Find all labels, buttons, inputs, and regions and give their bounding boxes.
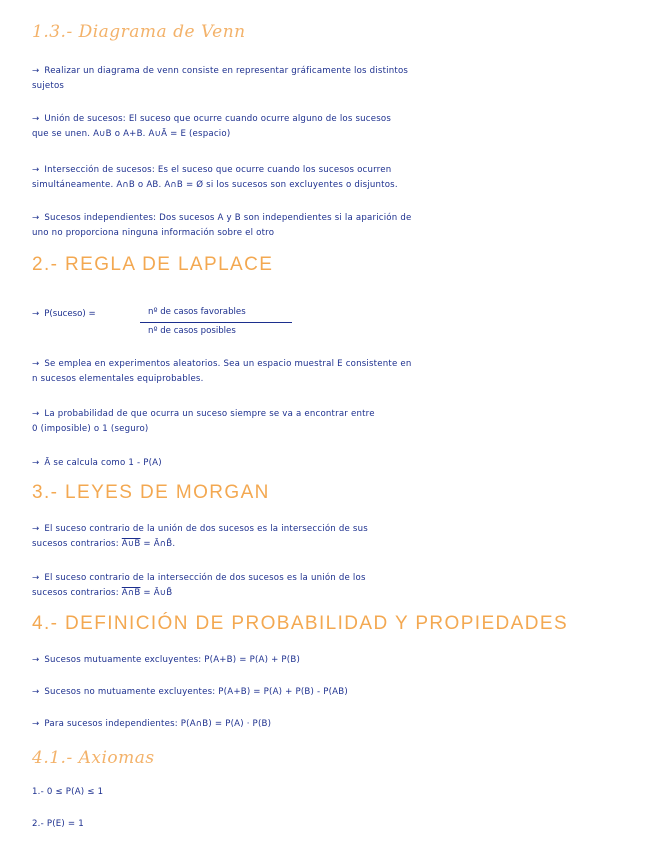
morgan-item-intersection: → El suceso contrario de la intersección de dos sucesos es la unión de los sucesos contrarios: A∩B = Ā∪B̄ — [32, 573, 366, 598]
arrow-bullet-icon: → — [32, 213, 40, 223]
heading-probability-definition: 4.- DEFINICIÓN DE PROBABILIDAD Y PROPIEDADES — [32, 613, 569, 634]
morgan-item-union: → El suceso contrario de la unión de dos sucesos es la intersección de sus sucesos contrarios: A∪B = Ā∩B̄. — [32, 524, 368, 549]
arrow-bullet-icon: → — [32, 114, 40, 124]
arrow-bullet-icon: → — [32, 66, 40, 76]
arrow-bullet-icon: → — [32, 524, 40, 534]
arrow-bullet-icon: → — [32, 655, 40, 665]
arrow-bullet-icon: → — [32, 409, 40, 419]
laplace-numerator: nº de casos favorables — [148, 307, 246, 317]
overlined-union: A∪B — [121, 539, 141, 549]
defs-item-exclusive: → Sucesos mutuamente excluyentes: P(A+B) = P(A) + P(B) — [32, 655, 301, 665]
arrow-bullet-icon: → — [32, 359, 40, 369]
arrow-bullet-icon: → — [32, 573, 40, 583]
venn-item-independent: → Sucesos independientes: Dos sucesos A y B son independientes si la aparición de uno no proporciona ninguna información sobre el otro — [32, 213, 412, 238]
laplace-denominator: nº de casos posibles — [148, 326, 236, 336]
arrow-bullet-icon: → — [32, 719, 40, 729]
laplace-item-range: → La probabilidad de que ocurra un suceso siempre se va a encontrar entre 0 (imposible) o 1 (seguro) — [32, 409, 375, 434]
laplace-item-experiments: → Se emplea en experimentos aleatorios. Sea un espacio muestral E consistente en n sucesos elementales equiprobables. — [32, 359, 412, 384]
arrow-bullet-icon: → — [32, 165, 40, 175]
heading-venn-diagram: 1.3.- Diagrama de Venn — [32, 22, 246, 42]
venn-item-union: → Unión de sucesos: El suceso que ocurre cuando ocurre alguno de los sucesos que se unen. A∪B o A+B. A∪Ā = E (espacio) — [32, 114, 392, 139]
heading-axioms: 4.1.- Axiomas — [32, 748, 155, 768]
defs-item-independent: → Para sucesos independientes: P(A∩B) = P(A) · P(B) — [32, 719, 272, 729]
laplace-formula-lhs: → P(suceso) = — [32, 309, 96, 319]
arrow-bullet-icon: → — [32, 687, 40, 697]
fraction-bar — [140, 322, 292, 323]
axiom-2: 2.- P(E) = 1 — [32, 819, 84, 829]
arrow-bullet-icon: → — [32, 309, 40, 319]
overlined-intersection: A∩B — [121, 588, 141, 598]
venn-item-intersection: → Intersección de sucesos: Es el suceso que ocurre cuando los sucesos ocurren simultáneamente. A∩B o AB. A∩B = Ø si los sucesos son excluyentes o disjuntos. — [32, 165, 398, 190]
heading-morgan-laws: 3.- LEYES DE MORGAN — [32, 482, 270, 503]
arrow-bullet-icon: → — [32, 458, 40, 468]
venn-item-definition: → Realizar un diagrama de venn consiste en representar gráficamente los distintos sujetos — [32, 66, 409, 91]
axiom-1: 1.- 0 ≤ P(A) ≤ 1 — [32, 787, 104, 797]
laplace-item-complement: → Ā se calcula como 1 - P(A) — [32, 458, 162, 468]
defs-item-non-exclusive: → Sucesos no mutuamente excluyentes: P(A+B) = P(A) + P(B) - P(AB) — [32, 687, 348, 697]
heading-laplace-rule: 2.- REGLA DE LAPLACE — [32, 254, 274, 275]
